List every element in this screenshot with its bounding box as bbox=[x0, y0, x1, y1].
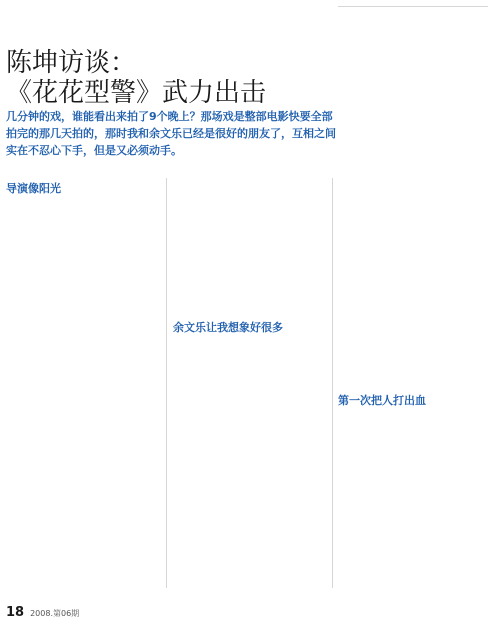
column-divider bbox=[166, 178, 167, 588]
article-title bbox=[6, 48, 336, 108]
section-title: 余文乐让我想象好很多 bbox=[173, 321, 283, 334]
page-footer bbox=[6, 605, 79, 620]
section-title: 导演像阳光 bbox=[6, 182, 61, 195]
issue-label: 2008.第06期 bbox=[30, 609, 80, 618]
article-title-line-2: 《花花型警》武力出击 bbox=[6, 78, 267, 108]
section-title: 第一次把人打出血 bbox=[338, 394, 426, 407]
column-divider bbox=[332, 178, 333, 588]
article-title-line-1: 陈坤访谈： bbox=[6, 48, 137, 78]
page-number: 18 bbox=[6, 605, 25, 620]
article-deck: 几分钟的戏，谁能看出来拍了9个晚上？那场戏是整部电影快要全部拍完的那几天拍的，那时我和余文乐已经是很好的朋友了，互相之间实在不忍心下手，但是又必须动手。 bbox=[6, 110, 336, 157]
column-divider bbox=[338, 6, 488, 7]
